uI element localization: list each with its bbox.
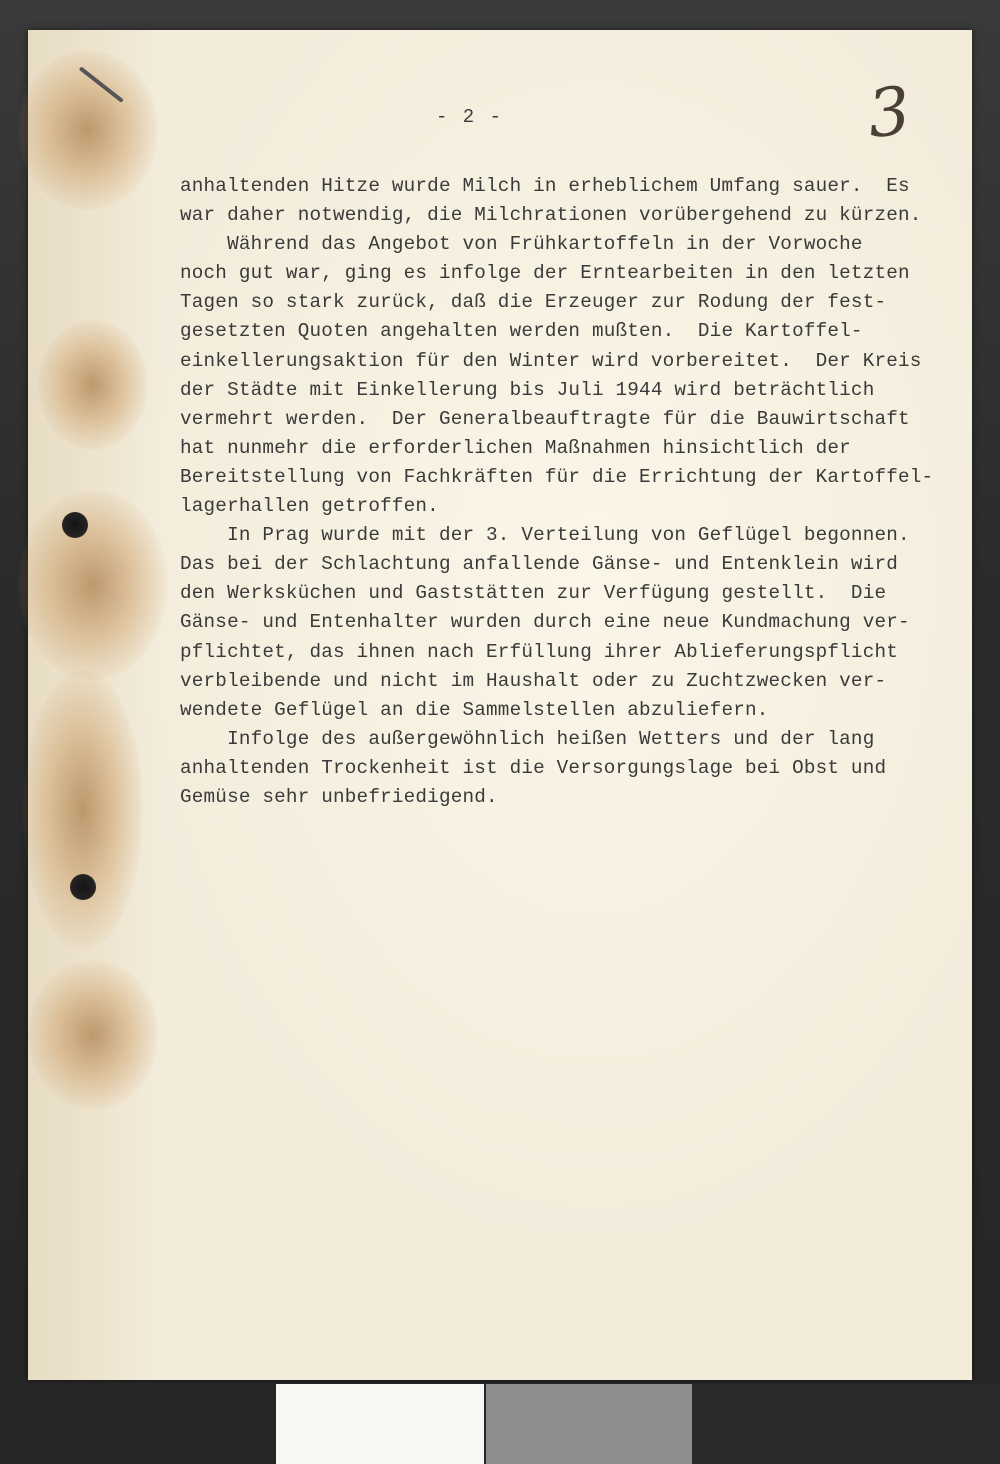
text-line: noch gut war, ging es infolge der Erntearbeiten in den letzten [180,262,910,285]
text-line: Gänse- und Entenhalter wurden durch eine neue Kundmachung ver- [180,611,910,634]
burn-stain [28,960,158,1110]
text-line: war daher notwendig, die Milchrationen vorübergehend zu kürzen. [180,204,922,227]
burn-stain [23,670,143,950]
text-line: pflichtet, das ihnen nach Erfüllung ihrer Ablieferungspflicht [180,640,899,663]
text-line: den Werksküchen und Gaststätten zur Verfügung gestellt. Die [180,582,887,605]
text-line: verbleibende und nicht im Haushalt oder zu Zuchtzwecken ver- [180,669,887,692]
text-line: Bereitstellung von Fachkräften für die Errichtung der Kartoffel- [180,465,934,488]
text-line: vermehrt werden. Der Generalbeauftragte für die Bauwirtschaft [180,407,910,430]
page-number: - 2 - [436,106,504,128]
text-line: hat nunmehr die erforderlichen Maßnahmen hinsichtlich der [180,436,851,459]
text-line: der Städte mit Einkellerung bis Juli 1944 wird beträchtlich [180,378,875,401]
text-line: lagerhallen getroffen. [180,495,439,518]
text-line: Das bei der Schlachtung anfallende Gänse- und Entenklein wird [180,553,899,576]
text-line: Gemüse sehr unbefriedigend. [180,785,498,808]
text-line: Infolge des außergewöhnlich heißen Wetters und der lang [180,727,875,750]
text-line: Tagen so stark zurück, daß die Erzeuger zur Rodung der fest- [180,291,887,314]
scan-calibration-strip-dark [692,1384,1000,1464]
handwritten-folio-number: 3 [864,72,914,153]
text-line: anhaltenden Trockenheit ist die Versorgungslage bei Obst und [180,756,887,779]
scan-calibration-strip-gray [486,1384,692,1464]
text-line: In Prag wurde mit der 3. Verteilung von Geflügel begonnen. [180,524,910,547]
text-line: wendete Geflügel an die Sammelstellen abzuliefern. [180,698,769,721]
burn-stain [38,320,148,450]
punch-hole [70,874,96,900]
text-line: anhaltenden Hitze wurde Milch in erheblichem Umfang sauer. Es [180,175,910,197]
burn-stain [18,490,168,680]
punch-hole [62,512,88,538]
text-line: gesetzten Quoten angehalten werden mußten. Die Kartoffel- [180,320,863,343]
typewritten-body-text [180,172,940,812]
text-line: einkellerungsaktion für den Winter wird vorbereitet. Der Kreis [180,349,922,372]
text-line: Während das Angebot von Frühkartoffeln in der Vorwoche [180,233,863,256]
scan-calibration-strip-white [276,1384,484,1464]
